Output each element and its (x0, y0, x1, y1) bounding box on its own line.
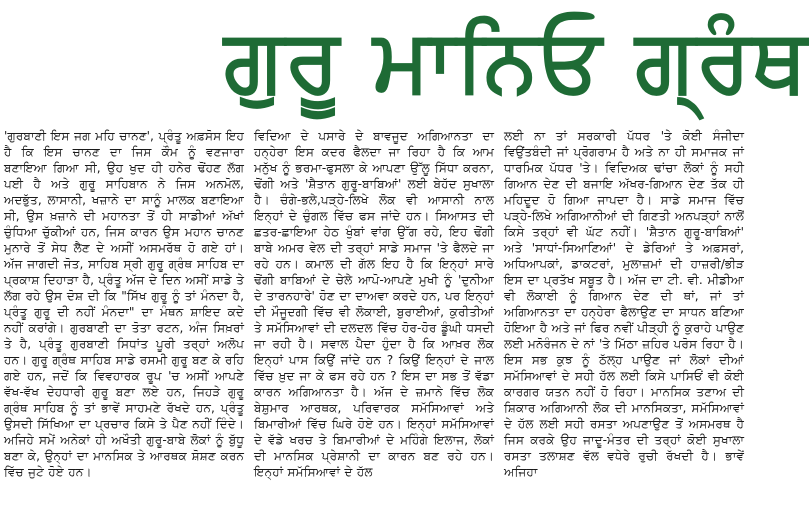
article-columns (4, 128, 744, 526)
column-3-paragraph: ਲਈ ਨਾ ਤਾਂ ਸਰਕਾਰੀ ਪੱਧਰ 'ਤੇ ਕੋਈ ਸੰਜੀਦਾ ਵਿਉਂਤਬੰਦੀ ਜਾਂ ਪ੍ਰੋਗਰਾਮ ਹੈ ਅਤੇ ਨਾ ਹੀ ਸਮਾਜਕ ਜਾਂ ਧਾਰਮਿਕ ਪੱਧਰ 'ਤੇ। ਵਿਦਿਅਕ ਢਾਂਚਾ ਲੋਕਾਂ ਨੂੰ ਸਹੀ ਗਿਆਨ ਦੇਣ ਦੀ ਬਜਾਇ ਅੱਖਰ-ਗਿਆਨ ਦੇਣ ਤੱਕ ਹੀ ਮਹਿਦੂਦ ਹੋ ਗਿਆ ਜਾਪਦਾ ਹੈ। ਸਾਡੇ ਸਮਾਜ ਵਿੱਚ ਪੜ੍ਹੇ-ਲਿਖੇ ਅਗਿਆਨੀਆਂ ਦੀ ਗਿਣਤੀ ਅਨਪੜ੍ਹਾਂ ਨਾਲੋਂ ਕਿਸੇ ਤਰ੍ਹਾਂ ਵੀ ਘੱਟ ਨਹੀਂ। 'ਸ਼ੈਤਾਨ ਗੁਰੂ-ਬਾਬਿਆਂ' ਅਤੇ 'ਸਾਧਾਂ-ਸਿਆਣਿਆਂ' ਦੇ ਡੇਰਿਆਂ ਤੇ ਅਫ਼ਸਰਾਂ, ਅਧਿਆਪਕਾਂ, ਡਾਕਟਰਾਂ, ਮੁਲਾਜ਼ਮਾਂ ਦੀ ਹਾਜ਼ਰੀ/ਭੀੜ ਇਸ ਦਾ ਪ੍ਰਤੱਖ ਸਬੂਤ ਹੈ। ਅੱਜ ਦਾ ਟੀ. ਵੀ. ਮੀਡੀਆ ਵੀ ਲੋਕਾਈ ਨੂੰ ਗਿਆਨ ਦੇਣ ਦੀ ਥਾਂ, ਜਾਂ ਤਾਂ ਅਗਿਆਨਤਾ ਦਾ ਹਨ੍ਹੇਰਾ ਫੈਲਾਉਣ ਦਾ ਸਾਧਨ ਬਣਿਆ ਹੋਇਆ ਹੈ ਅਤੇ ਜਾਂ ਫਿਰ ਨਵੀਂ ਪੀੜ੍ਹੀ ਨੂੰ ਕੁਰਾਹੇ ਪਾਉਣ ਲਈ ਮਨੋਰੰਜਨ ਦੇ ਨਾਂ 'ਤੇ ਮਿੱਠਾ ਜ਼ਹਿਰ ਪਰੋਸ ਰਿਹਾ ਹੈ। ਇਸ ਸਭ ਕੁਝ ਨੂੰ ਠੱਲ੍ਹ ਪਾਉਣ ਜਾਂ ਲੋਕਾਂ ਦੀਆਂ ਸਮੱਸਿਆਵਾਂ ਦੇ ਸਹੀ ਹੱਲ ਲਈ ਕਿਸੇ ਪਾਸਿਓਂ ਵੀ ਕੋਈ ਕਾਰਗਰ ਯਤਨ ਨਹੀਂ ਹੋ ਰਿਹਾ। ਮਾਨਸਿਕ ਤਣਾਅ ਦੀ ਸ਼ਿਕਾਰ ਅਗਿਆਨੀ ਲੋਕ ਦੀ ਮਾਨਸਿਕਤਾ, ਸਮੱਸਿਆਵਾਂ ਦੇ ਹੱਲ ਲਈ ਸਹੀ ਰਸਤਾ ਅਪਣਾਉਣ ਤੋਂ ਅਸਮਰਥ ਹੈ ਜਿਸ ਕਰਕੇ ਉਹ ਜਾਦੂ-ਮੰਤਰ ਦੀ ਤਰ੍ਹਾਂ ਕੋਈ ਸੁਖਾਲਾ ਰਸਤਾ ਤਲਾਸ਼ਣ ਵੱਲ ਵਧੇਰੇ ਰੁਚੀ ਰੱਖਦੀ ਹੈ। ਭਾਵੇਂ ਅਜਿਹਾ (504, 129, 744, 479)
headline: ਗੁਰੂ ਮਾਨਿਓ ਗ੍ਰੰਥ (224, 11, 809, 111)
article-column-3 (504, 128, 744, 526)
article-column-1 (4, 128, 244, 526)
column-2-paragraph: ਵਿਦਿਆ ਦੇ ਪਸਾਰੇ ਦੇ ਬਾਵਜੂਦ ਅਗਿਆਨਤਾ ਦਾ ਹਨ੍ਹੇਰਾ ਇਸ ਕਦਰ ਫੈਲਦਾ ਜਾ ਰਿਹਾ ਹੈ ਕਿ ਆਮ ਮਨੁੱਖ ਨੂੰ ਭਰਮਾ-ਫੁਸਲਾ ਕੇ ਆਪਣਾ ਉੱਲੂ ਸਿੱਧਾ ਕਰਨਾ, ਢੋਂਗੀ ਅਤੇ 'ਸ਼ੈਤਾਨ ਗੁਰੂ-ਬਾਬਿਆਂ' ਲਈ ਬੇਹੱਦ ਸੁਖਾਲਾ ਹੈ। ਚੰਗੇ-ਭਲੇ,ਪੜ੍ਹੇ-ਲਿਖੇ ਲੋਕ ਵੀ ਆਸਾਨੀ ਨਾਲ ਇਨ੍ਹਾਂ ਦੇ ਚੁੰਗਲ ਵਿੱਚ ਫਸ ਜਾਂਦੇ ਹਨ। ਸਿਆਸਤ ਦੀ ਛਤਰ-ਛਾਇਆ ਹੇਠ ਖੁੰਬਾਂ ਵਾਂਗ ਉੱਗ ਰਹੇ, ਇਹ ਢੋਂਗੀ ਬਾਬੇ ਅਮਰ ਵੇਲ ਦੀ ਤਰ੍ਹਾਂ ਸਾਡੇ ਸਮਾਜ 'ਤੇ ਫੈਲਦੇ ਜਾ ਰਹੇ ਹਨ। ਕਮਾਲ ਦੀ ਗੱਲ ਇਹ ਹੈ ਕਿ ਇਨ੍ਹਾਂ ਸਾਰੇ ਢੋਂਗੀ ਬਾਬਿਆਂ ਦੇ ਚੇਲੇ ਆਪੋ-ਆਪਣੇ ਮੁਖੀ ਨੂੰ 'ਦੁਨੀਆ ਦੇ ਤਾਰਨਹਾਰੇ' ਹੋਣ ਦਾ ਦਾਅਵਾ ਕਰਦੇ ਹਨ, ਪਰ ਇਨ੍ਹਾਂ ਦੀ ਮੌਜੂਦਗੀ ਵਿੱਚ ਵੀ ਲੋਕਾਈ, ਬੁਰਾਈਆਂ, ਕੁਰੀਤੀਆਂ ਤੇ ਸਮੱਸਿਆਵਾਂ ਦੀ ਦਲਦਲ ਵਿੱਚ ਹੋਰ-ਹੋਰ ਡੂੰਘੀ ਧਸਦੀ ਜਾ ਰਹੀ ਹੈ। ਸਵਾਲ ਪੈਦਾ ਹੁੰਦਾ ਹੈ ਕਿ ਆਖ਼ਰ ਲੋਕ ਇਨ੍ਹਾਂ ਪਾਸ ਕਿਉਂ ਜਾਂਦੇ ਹਨ ? ਕਿਉਂ ਇਨ੍ਹਾਂ ਦੇ ਜਾਲ ਵਿੱਚ ਖ਼ੁਦ ਜਾ ਕੇ ਫਸ ਰਹੇ ਹਨ ? ਇਸ ਦਾ ਸਭ ਤੋਂ ਵੱਡਾ ਕਾਰਨ ਅਗਿਆਨਤਾ ਹੈ। ਅੱਜ ਦੇ ਜ਼ਮਾਨੇ ਵਿੱਚ ਲੋਕ ਬੇਸ਼ੁਮਾਰ ਆਰਥਕ, ਪਰਿਵਾਰਕ ਸਮੱਸਿਆਵਾਂ ਅਤੇ ਬਿਮਾਰੀਆਂ ਵਿੱਚ ਘਿਰੇ ਹੋਏ ਹਨ। ਇਨ੍ਹਾਂ ਸਮੱਸਿਆਵਾਂ ਦੇ ਵੱਡੇ ਖਰਚ ਤੇ ਬਿਮਾਰੀਆਂ ਦੇ ਮਹਿੰਗੇ ਇਲਾਜ, ਲੋਕਾਂ ਦੀ ਮਾਨਸਿਕ ਪ੍ਰੇਸ਼ਾਨੀ ਦਾ ਕਾਰਨ ਬਣ ਰਹੇ ਹਨ। ਇਨ੍ਹਾਂ ਸਮੱਸਿਆਵਾਂ ਦੇ ਹੱਲ (254, 129, 494, 479)
article-column-2 (254, 128, 494, 526)
column-1-paragraph: 'ਗੁਰਬਾਣੀ ਇਸ ਜਗ ਮਹਿ ਚਾਨਣ', ਪ੍ਰੰਤੂ ਅਫ਼ਸੋਸ ਇਹ ਹੈ ਕਿ ਇਸ ਚਾਨਣ ਦਾ ਜਿਸ ਕੌਮ ਨੂੰ ਵਣਜਾਰਾ ਬਣਾਇਆ ਗਿਆ ਸੀ, ਉਹ ਖੁਦ ਹੀ ਹਨੇਰ ਢੋਂਹਣ ਲੱਗ ਪਈ ਹੈ ਅਤੇ ਗੁਰੂ ਸਾਹਿਬਾਨ ਨੇ ਜਿਸ ਅਨਮੋਲ, ਅਦਭੁੱਤ, ਲਾਸਾਨੀ, ਖਜ਼ਾਨੇ ਦਾ ਸਾਨੂੰ ਮਾਲਕ ਬਣਾਇਆ ਸੀ, ਉਸ ਖ਼ਜ਼ਾਨੇ ਦੀ ਮਹਾਨਤਾ ਤੋਂ ਹੀ ਸਾਡੀਆਂ ਅੱਖਾਂ ਚੁੰਧਿਆ ਚੁੱਕੀਆਂ ਹਨ, ਜਿਸ ਕਾਰਨ ਉਸ ਮਹਾਨ ਚਾਨਣ ਮੁਨਾਰੇ ਤੋਂ ਸੇਧ ਲੈਣ ਦੇ ਅਸੀਂ ਅਸਮਰੱਥ ਹੋ ਗਏ ਹਾਂ। ਅੱਜ ਜਾਗਦੀ ਜੋਤ, ਸਾਹਿਬ ਸ੍ਰੀ ਗੁਰੂ ਗ੍ਰੰਥ ਸਾਹਿਬ ਦਾ ਪ੍ਰਕਾਸ਼ ਦਿਹਾੜਾ ਹੈ, ਪ੍ਰੰਤੂ ਅੱਜ ਦੇ ਦਿਨ ਅਸੀਂ ਸਾਡੇ ਤੇ ਲੱਗ ਰਹੇ ਉਸ ਦੋਸ਼ ਦੀ ਕਿ "ਸਿੱਖ ਗੁਰੂ ਨੂੰ ਤਾਂ ਮੰਨਦਾ ਹੈ, ਪ੍ਰੰਤੂ ਗੁਰੂ ਦੀ ਨਹੀਂ ਮੰਨਦਾ" ਦਾ ਮੰਥਨ ਸ਼ਾਇਦ ਕਦੇ ਨਹੀਂ ਕਰਾਂਗੇ। ਗੁਰਬਾਣੀ ਦਾ ਤੋਤਾ ਰਟਨ, ਅੰਜ ਸਿਖ਼ਰਾਂ ਤੇ ਹੈ, ਪ੍ਰੰਤੂ ਗੁਰਬਾਣੀ ਸਿਧਾਂਤ ਪੂਰੀ ਤਰ੍ਹਾਂ ਅਲੋਪ ਹਨ। ਗੁਰੂ ਗ੍ਰੰਥ ਸਾਹਿਬ ਸਾਡੇ ਰਸਮੀ ਗੁਰੂ ਬਣ ਕੇ ਰਹਿ ਗਏ ਹਨ, ਜਦੋਂ ਕਿ ਵਿਵਹਾਰਕ ਰੂਪ 'ਚ ਅਸੀਂ ਆਪਣੇ ਵੱਖ-ਵੱਖ ਦੇਹਧਾਰੀ ਗੁਰੂ ਬਣਾ ਲਏ ਹਨ, ਜਿਹੜੇ ਗੁਰੂ ਗ੍ਰੰਥ ਸਾਹਿਬ ਨੂੰ ਤਾਂ ਭਾਵੇਂ ਸਾਹਮਣੇ ਰੱਖਦੇ ਹਨ, ਪ੍ਰੰਤੂ ਉਸਦੀ ਸਿੱਖਿਆ ਦਾ ਪ੍ਰਚਾਰ ਕਿਸੇ ਤੇ ਪੈਣ ਨਹੀਂ ਦਿੰਦੇ। ਅਜਿਹੇ ਸਮੇਂ ਅਨੇਕਾਂ ਹੀ ਅਖੌਤੀ ਗੁਰੂ-ਬਾਬੇ ਲੋਕਾਂ ਨੂੰ ਬੁੱਧੂ ਬਣਾ ਕੇ, ਉਨ੍ਹਾਂ ਦਾ ਮਾਨਸਿਕ ਤੇ ਆਰਥਕ ਸ਼ੋਸ਼ਣ ਕਰਨ ਵਿੱਚ ਜੁਟੇ ਹੋਏ ਹਨ। (4, 129, 244, 479)
